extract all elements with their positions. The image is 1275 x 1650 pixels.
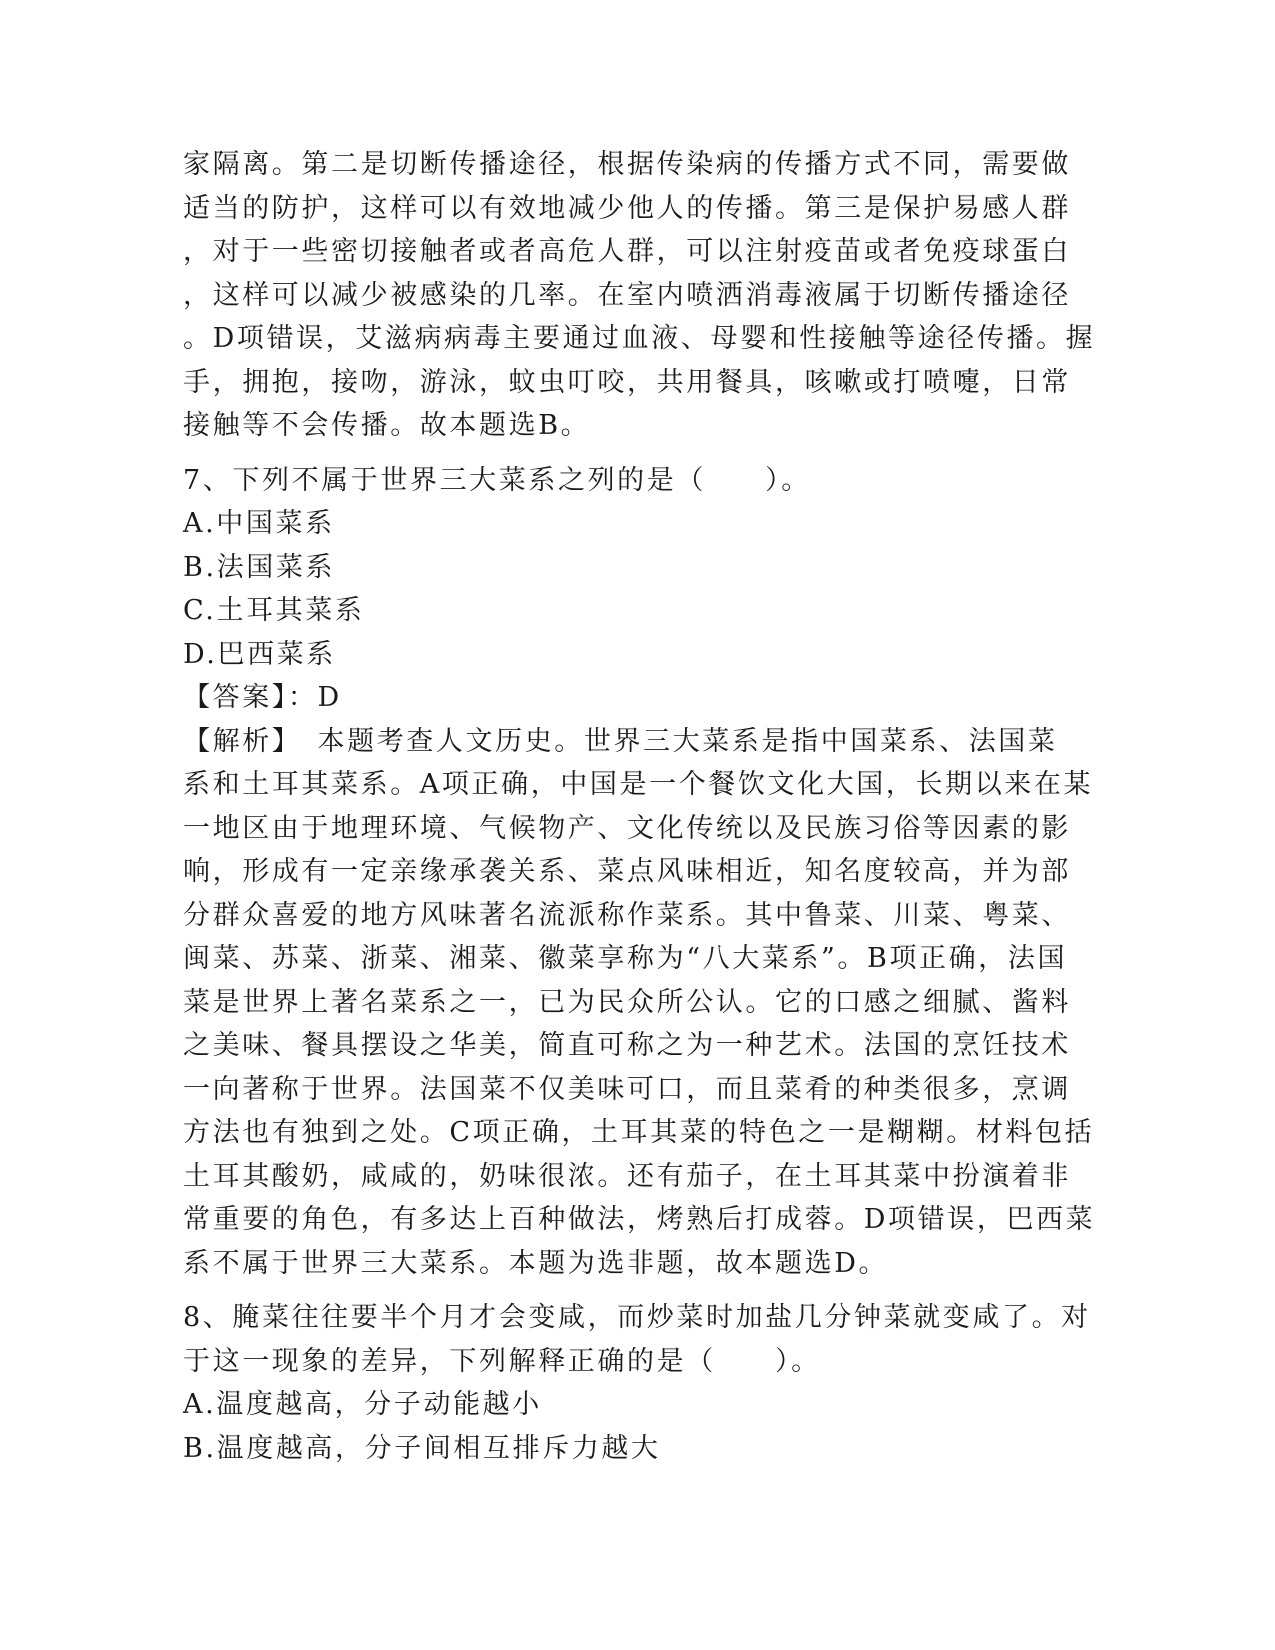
analysis-line: 土耳其酸奶，咸咸的，奶味很浓。还有茄子，在土耳其菜中扮演着非	[183, 1160, 1071, 1192]
analysis-line: 一向著称于世界。法国菜不仅美味可口，而且菜肴的种类很多，烹调	[183, 1073, 1071, 1105]
analysis-line: 系不属于世界三大菜系。本题为选非题，故本题选D。	[183, 1247, 889, 1279]
previous-explanation	[183, 143, 1096, 448]
question-7	[183, 459, 1096, 1286]
option-d: D.巴西菜系	[183, 638, 336, 670]
analysis-line: 方法也有独到之处。C项正确，土耳其菜的特色之一是糊糊。材料包括	[183, 1117, 1095, 1148]
text-line: 。D项错误，艾滋病病毒主要通过血液、母婴和性接触等途径传播。握	[183, 323, 1096, 354]
spacer	[183, 1285, 1083, 1296]
option-b: B.法国菜系	[183, 551, 336, 583]
text-line: ，这样可以减少被感染的几率。在室内喷洒消毒液属于切断传播途径	[183, 279, 1071, 311]
question-stem: 于这一现象的差异，下列解释正确的是（ ）。	[183, 1345, 821, 1377]
question-stem: 8、腌菜往往要半个月才会变咸，而炒菜时加盐几分钟菜就变咸了。对	[183, 1302, 1091, 1333]
analysis-line: 菜是世界上著名菜系之一，已为民众所公认。它的口感之细腻、酱料	[183, 986, 1071, 1018]
option-a: A.中国菜系	[183, 508, 335, 539]
analysis-block	[183, 720, 1096, 1286]
text-line: 家隔离。第二是切断传播途径，根据传染病的传播方式不同，需要做	[183, 149, 1071, 180]
option-b: B.温度越高，分子间相互排斥力越大	[183, 1432, 661, 1464]
spacer	[183, 448, 1083, 459]
answer-line: 【答案】：D	[183, 682, 342, 713]
text-line: 适当的防护，这样可以有效地减少他人的传播。第三是保护易感人群	[183, 192, 1071, 224]
option-c: C.土耳其菜系	[183, 595, 365, 626]
option-a: A.温度越高，分子动能越小	[183, 1389, 542, 1420]
analysis-line: 之美味、餐具摆设之华美，简直可称之为一种艺术。法国的烹饪技术	[183, 1030, 1071, 1061]
text-line: ，对于一些密切接触者或者高危人群，可以注射疫苗或者免疫球蛋白	[183, 236, 1071, 267]
text-line: 接触等不会传播。故本题选B。	[183, 410, 591, 441]
analysis-line: 常重要的角色，有多达上百种做法，烤熟后打成蓉。D项错误，巴西菜	[183, 1204, 1096, 1235]
question-8	[183, 1296, 1091, 1470]
document-page	[183, 143, 1096, 1470]
analysis-line: 一地区由于地理环境、气候物产、文化传统以及民族习俗等因素的影	[183, 812, 1071, 844]
analysis-line: 分群众喜爱的地方风味著名流派称作菜系。其中鲁菜、川菜、粤菜、	[183, 899, 1071, 931]
analysis-line: 闽菜、苏菜、浙菜、湘菜、徽菜享称为“八大菜系”。B项正确，法国	[183, 943, 1068, 974]
analysis-line: 响，形成有一定亲缘承袭关系、菜点风味相近，知名度较高，并为部	[183, 856, 1071, 887]
analysis-line: 系和土耳其菜系。A项正确，中国是一个餐饮文化大国，长期以来在某	[183, 769, 1094, 800]
text-line: 手，拥抱，接吻，游泳，蚊虫叮咬，共用餐具，咳嗽或打喷嚏，日常	[183, 366, 1071, 398]
question-stem: 7、下列不属于世界三大菜系之列的是（ ）。	[183, 464, 811, 496]
analysis-line: 【解析】 本题考查人文历史。世界三大菜系是指中国菜系、法国菜	[183, 725, 1058, 757]
